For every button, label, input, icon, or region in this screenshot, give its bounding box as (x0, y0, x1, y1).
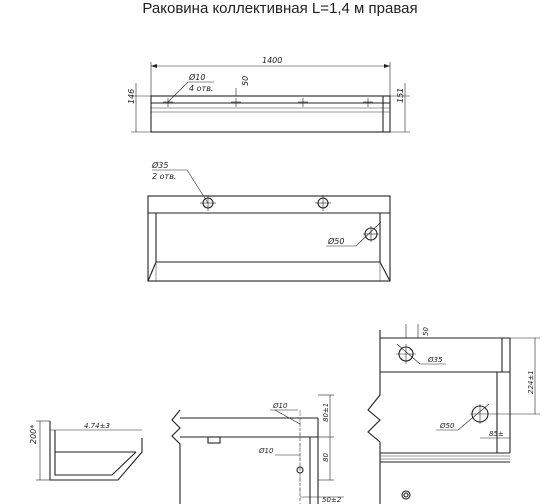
side-angle-dimension: 4.74±3 (84, 422, 110, 430)
detail-dim-top: 50 (422, 327, 430, 336)
top-hole-diameter: Ø10 (189, 73, 206, 82)
section-dim-bottom: 50±2 (322, 496, 342, 504)
front-holes (200, 195, 331, 211)
section-hole-bottom: Ø10 (259, 447, 274, 455)
detail-view (368, 324, 540, 504)
top-hole-count: 4 отв. (189, 84, 214, 93)
front-drain-diameter: Ø50 (328, 237, 345, 246)
right-height-dimension: 151 (396, 87, 405, 103)
side-view (29, 421, 142, 480)
drawing-title: Раковина коллективная L=1,4 м правая (142, 0, 418, 17)
section-dim-mid: 80 (322, 453, 330, 462)
top-offset-dimension: 50 (241, 75, 250, 86)
side-height-dimension: 200* (29, 424, 38, 444)
front-view (148, 160, 390, 281)
detail-dim-side: 224±1 (527, 370, 535, 394)
front-hole-count: 2 отв. (152, 172, 177, 181)
detail-drain-diameter: Ø50 (440, 422, 455, 430)
length-dimension: 1400 (262, 56, 283, 65)
front-hole-diameter: Ø35 (152, 161, 169, 170)
left-height-dimension: 146 (127, 88, 136, 104)
section-view (172, 395, 344, 504)
top-view (127, 56, 410, 132)
detail-dim-bottom: 85± (489, 430, 504, 438)
detail-hole-diameter: Ø35 (428, 356, 443, 364)
section-hole-top: Ø10 (273, 402, 288, 410)
section-dim-top: 80±1 (322, 402, 330, 422)
